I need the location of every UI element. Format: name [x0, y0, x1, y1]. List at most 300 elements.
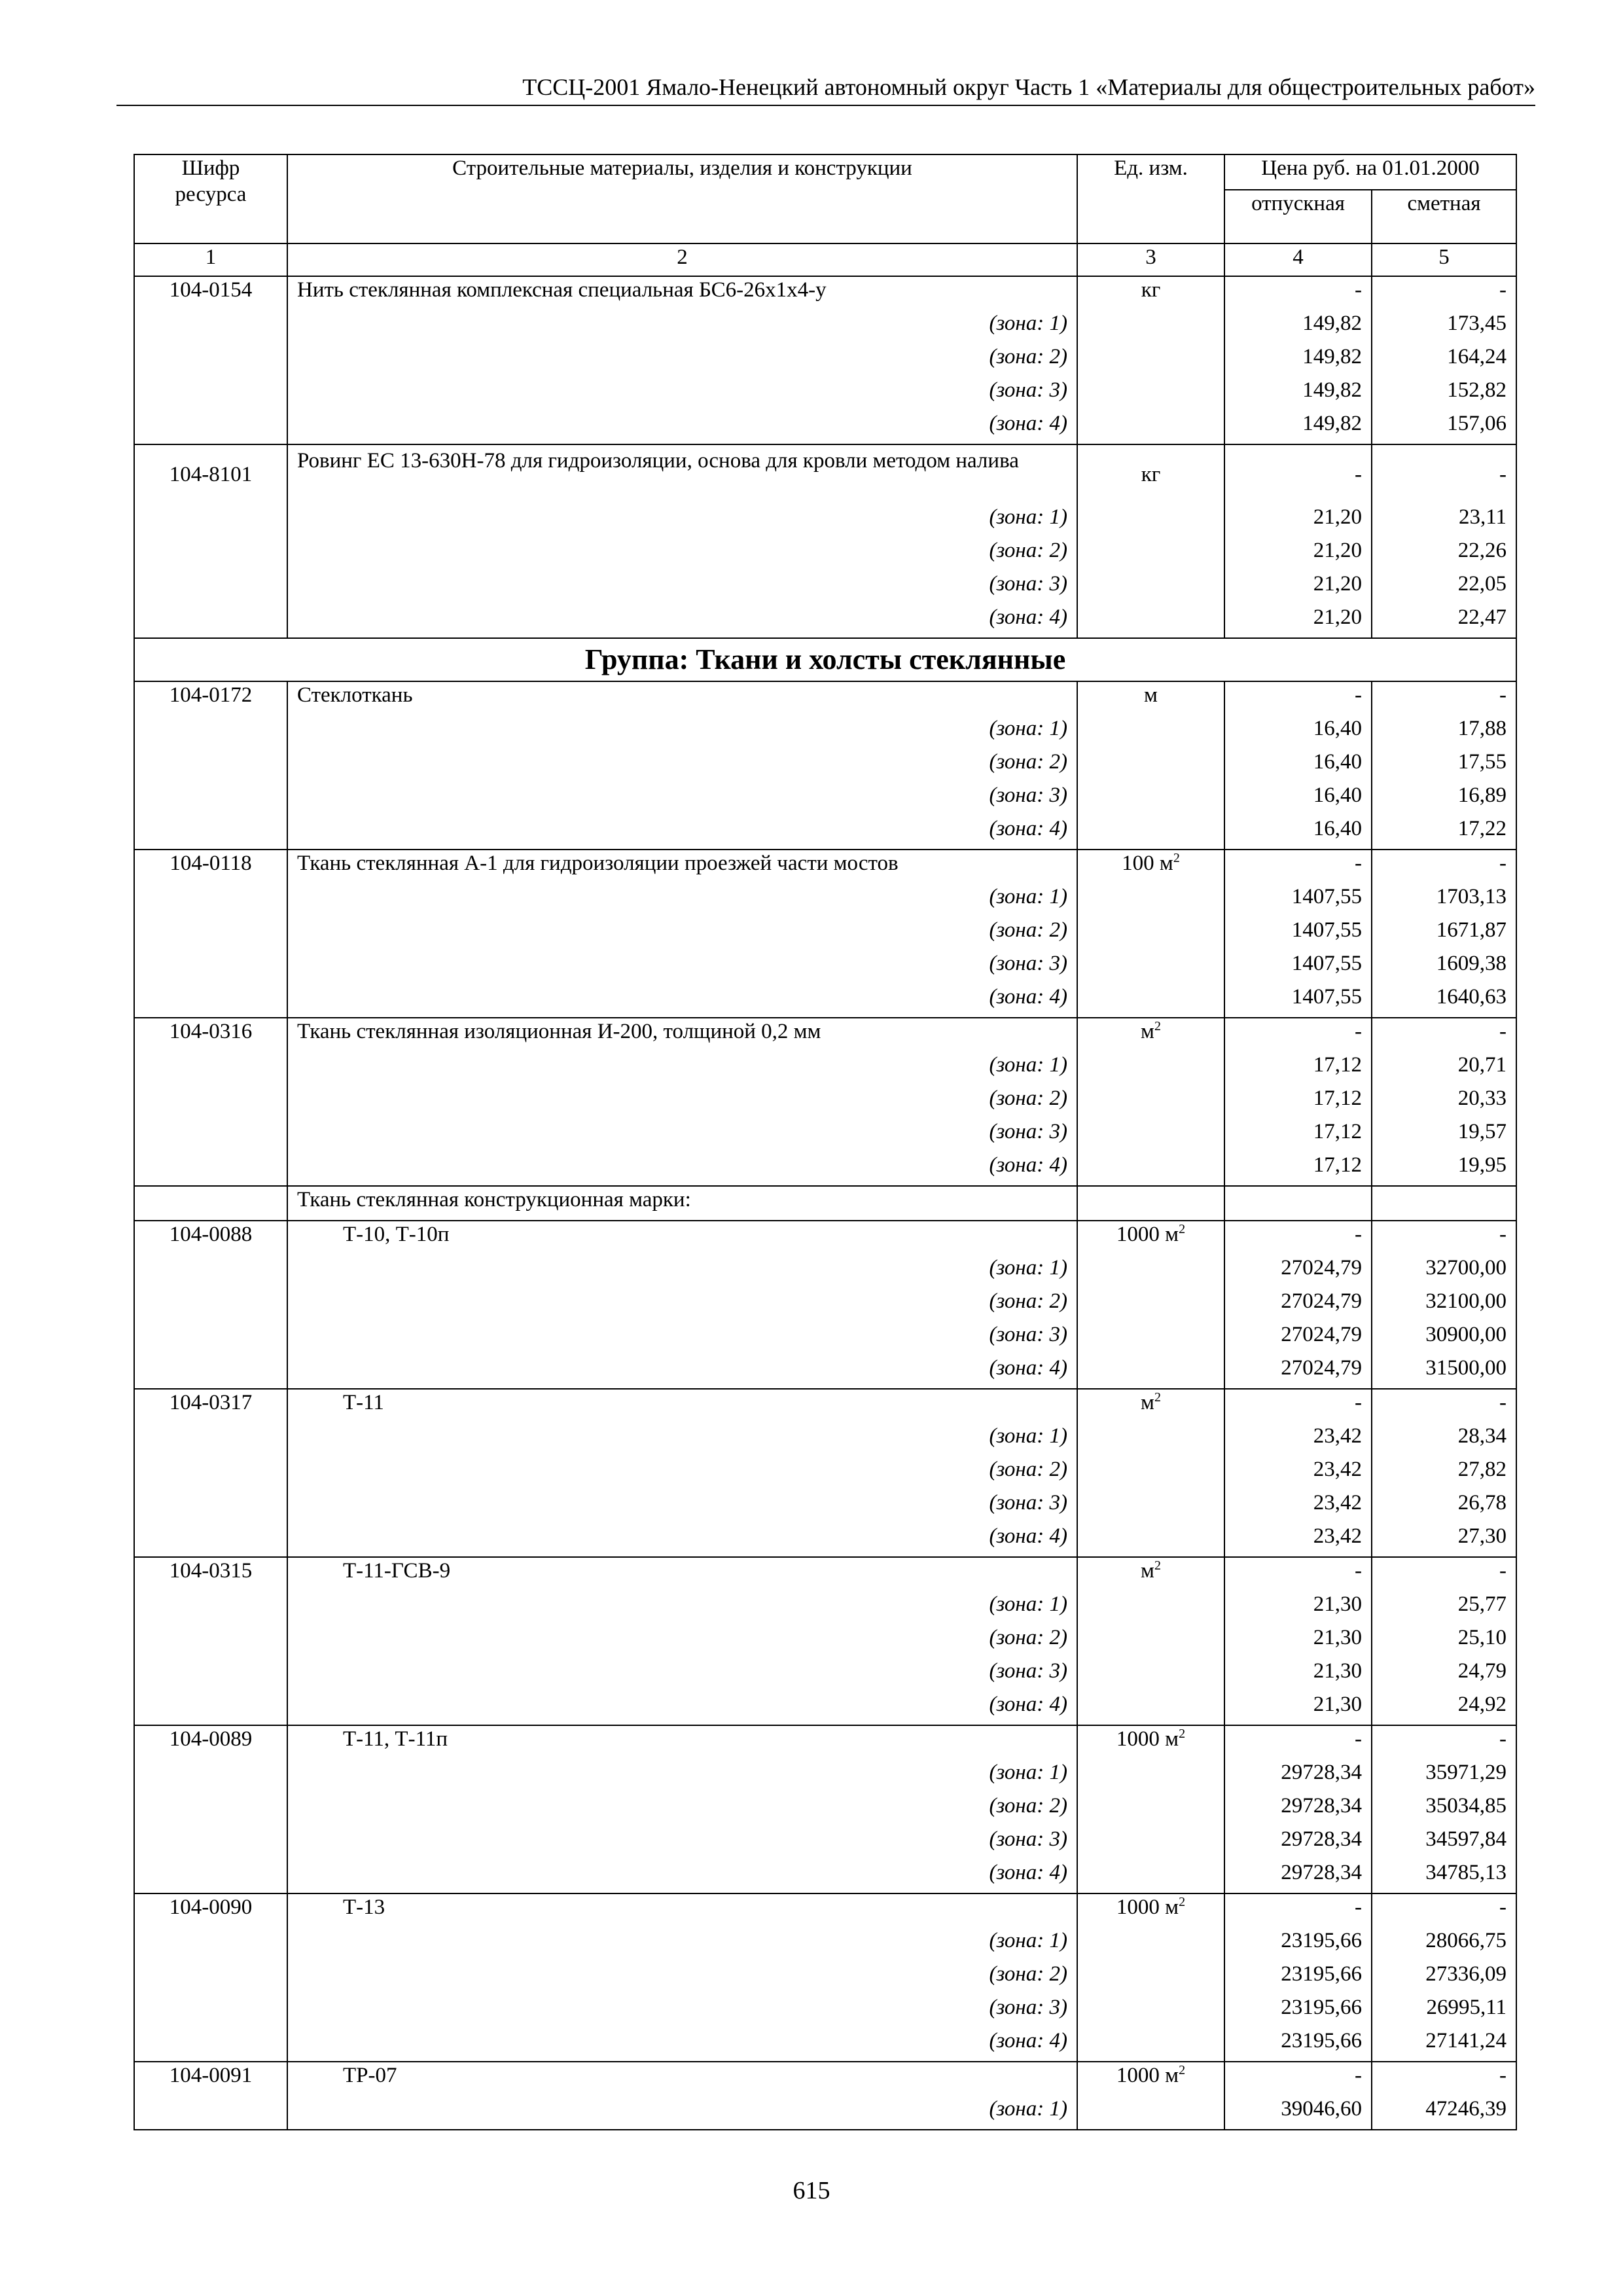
release-price: -	[1224, 1389, 1372, 1423]
release-price: 29728,34	[1224, 1826, 1372, 1859]
estimate-price: 26995,11	[1372, 1994, 1516, 2028]
empty-cell	[134, 884, 287, 917]
empty-cell	[134, 571, 287, 604]
empty-cell	[134, 1490, 287, 1523]
empty-cell	[134, 1288, 287, 1321]
empty-cell	[1077, 1859, 1224, 1893]
zone-row	[134, 984, 1516, 1018]
material-name: Ровинг ЕС 13-630Н-78 для гидроизоляции, основа для кровли методом налива	[287, 444, 1077, 504]
unit-text: кг	[1141, 278, 1161, 302]
estimate-price: 19,95	[1372, 1152, 1516, 1186]
zone-row	[134, 816, 1516, 850]
empty-cell	[134, 1859, 287, 1893]
empty-cell	[134, 816, 287, 850]
empty-cell	[134, 1793, 287, 1826]
empty-cell	[1077, 1691, 1224, 1725]
zone-label: (зона: 4)	[287, 816, 1077, 850]
table-row	[134, 444, 1516, 504]
unit-cell	[1077, 1557, 1224, 1591]
empty-cell	[134, 1052, 287, 1085]
zone-row	[134, 782, 1516, 816]
zone-label: (зона: 1)	[287, 1052, 1077, 1085]
release-price: 149,82	[1224, 377, 1372, 410]
zone-label: (зона: 3)	[287, 571, 1077, 604]
unit-text: 1000 м	[1116, 2064, 1179, 2087]
estimate-price: 19,57	[1372, 1119, 1516, 1152]
release-price: 17,12	[1224, 1085, 1372, 1119]
release-price: 29728,34	[1224, 1859, 1372, 1893]
release-price: 21,20	[1224, 504, 1372, 537]
empty-cell	[1077, 310, 1224, 344]
release-price: 23,42	[1224, 1423, 1372, 1456]
zone-label: (зона: 2)	[287, 344, 1077, 377]
unit-exponent: 2	[1179, 1222, 1186, 1236]
zone-row	[134, 571, 1516, 604]
empty-cell	[134, 1759, 287, 1793]
empty-cell	[134, 1691, 287, 1725]
zone-label: (зона: 3)	[287, 782, 1077, 816]
empty-cell	[134, 1355, 287, 1389]
empty-cell	[1077, 537, 1224, 571]
zone-label: (зона: 2)	[287, 1085, 1077, 1119]
empty-cell	[1077, 410, 1224, 444]
zone-label: (зона: 2)	[287, 1288, 1077, 1321]
unit-exponent: 2	[1179, 2063, 1186, 2077]
release-price: -	[1224, 681, 1372, 715]
empty-cell	[1077, 1288, 1224, 1321]
resource-code: 104-0088	[134, 1221, 287, 1255]
zone-label: (зона: 4)	[287, 1859, 1077, 1893]
col-header-unit: Ед. изм.	[1077, 154, 1224, 243]
release-price: 23195,66	[1224, 1961, 1372, 1994]
empty-cell	[134, 1994, 287, 2028]
estimate-price: 22,47	[1372, 604, 1516, 638]
empty-cell	[1077, 984, 1224, 1018]
resource-code: 104-0172	[134, 681, 287, 715]
release-price: 17,12	[1224, 1152, 1372, 1186]
empty-cell	[134, 984, 287, 1018]
zone-label: (зона: 3)	[287, 1658, 1077, 1691]
unit-cell	[1077, 1018, 1224, 1052]
empty-cell	[134, 1423, 287, 1456]
empty-cell	[1077, 1355, 1224, 1389]
zone-row	[134, 884, 1516, 917]
empty-cell	[134, 1152, 287, 1186]
release-price: 16,40	[1224, 715, 1372, 749]
estimate-price: 22,26	[1372, 537, 1516, 571]
zone-label: (зона: 4)	[287, 1691, 1077, 1725]
estimate-price: -	[1372, 1893, 1516, 1928]
zone-label: (зона: 4)	[287, 1355, 1077, 1389]
empty-cell	[1077, 1423, 1224, 1456]
zone-row	[134, 1658, 1516, 1691]
empty-cell	[134, 1658, 287, 1691]
estimate-price: 20,71	[1372, 1052, 1516, 1085]
release-price: -	[1224, 1018, 1372, 1052]
zone-row	[134, 504, 1516, 537]
release-price: -	[1224, 444, 1372, 504]
table-head	[134, 154, 1516, 276]
zone-label: (зона: 2)	[287, 537, 1077, 571]
estimate-price: 32700,00	[1372, 1255, 1516, 1288]
col-header-release: отпускная	[1224, 190, 1372, 243]
zone-label: (зона: 1)	[287, 310, 1077, 344]
release-price: -	[1224, 1725, 1372, 1759]
zone-label: (зона: 2)	[287, 749, 1077, 782]
empty-cell	[1077, 1759, 1224, 1793]
empty-cell	[134, 1624, 287, 1658]
zone-row	[134, 537, 1516, 571]
unit-text: м	[1141, 1020, 1154, 1043]
zone-row	[134, 1994, 1516, 2028]
zone-label: (зона: 2)	[287, 1961, 1077, 1994]
empty-cell	[1077, 1624, 1224, 1658]
zone-label: (зона: 1)	[287, 1591, 1077, 1624]
zone-label: (зона: 1)	[287, 884, 1077, 917]
col-number: 3	[1077, 243, 1224, 276]
estimate-price: -	[1372, 1389, 1516, 1423]
zone-label: (зона: 1)	[287, 2096, 1077, 2130]
release-price: 23195,66	[1224, 1994, 1372, 2028]
col-number: 2	[287, 243, 1077, 276]
estimate-price: 35034,85	[1372, 1793, 1516, 1826]
empty-cell	[134, 715, 287, 749]
estimate-price: 34597,84	[1372, 1826, 1516, 1859]
table-row	[134, 1389, 1516, 1423]
empty-cell	[1077, 782, 1224, 816]
empty-cell	[1077, 571, 1224, 604]
material-name: Т-11	[287, 1389, 1077, 1423]
empty-cell	[134, 1119, 287, 1152]
empty-cell	[1077, 377, 1224, 410]
empty-cell	[134, 344, 287, 377]
estimate-price: 35971,29	[1372, 1759, 1516, 1793]
estimate-price: 22,05	[1372, 571, 1516, 604]
unit-text: 1000 м	[1116, 1727, 1179, 1751]
estimate-price: -	[1372, 850, 1516, 884]
zone-label: (зона: 3)	[287, 1321, 1077, 1355]
zone-row	[134, 1490, 1516, 1523]
estimate-price: 173,45	[1372, 310, 1516, 344]
empty-cell	[134, 950, 287, 984]
unit-text: м	[1141, 1391, 1154, 1414]
zone-label: (зона: 3)	[287, 1490, 1077, 1523]
zone-row	[134, 1423, 1516, 1456]
zone-label: (зона: 2)	[287, 917, 1077, 950]
unit-exponent: 2	[1154, 1390, 1161, 1405]
estimate-price: 17,55	[1372, 749, 1516, 782]
release-price: 29728,34	[1224, 1793, 1372, 1826]
empty-cell	[134, 1456, 287, 1490]
estimate-price: 1703,13	[1372, 884, 1516, 917]
estimate-price: 47246,39	[1372, 2096, 1516, 2130]
zone-row	[134, 1152, 1516, 1186]
zone-label: (зона: 3)	[287, 1119, 1077, 1152]
subheading-row	[134, 1186, 1516, 1221]
material-name: ТР-07	[287, 2062, 1077, 2096]
empty-cell	[134, 1591, 287, 1624]
zone-row	[134, 1523, 1516, 1557]
zone-row	[134, 1456, 1516, 1490]
empty-cell	[134, 604, 287, 638]
empty-cell	[134, 2096, 287, 2130]
zone-row	[134, 377, 1516, 410]
zone-label: (зона: 2)	[287, 1624, 1077, 1658]
zone-label: (зона: 4)	[287, 1152, 1077, 1186]
zone-row	[134, 310, 1516, 344]
zone-row	[134, 1961, 1516, 1994]
empty-cell	[1077, 749, 1224, 782]
unit-cell	[1077, 1893, 1224, 1928]
zone-label: (зона: 1)	[287, 715, 1077, 749]
release-price: 1407,55	[1224, 950, 1372, 984]
estimate-price: 27,82	[1372, 1456, 1516, 1490]
empty-cell	[1077, 1186, 1224, 1221]
empty-cell	[134, 1321, 287, 1355]
release-price: -	[1224, 1893, 1372, 1928]
unit-cell	[1077, 1221, 1224, 1255]
release-price: 1407,55	[1224, 984, 1372, 1018]
empty-cell	[134, 782, 287, 816]
zone-label: (зона: 3)	[287, 377, 1077, 410]
zone-row	[134, 1591, 1516, 1624]
table-row	[134, 1018, 1516, 1052]
release-price: 16,40	[1224, 816, 1372, 850]
resource-code: 104-0154	[134, 276, 287, 310]
estimate-price: 152,82	[1372, 377, 1516, 410]
zone-row	[134, 715, 1516, 749]
estimate-price: 164,24	[1372, 344, 1516, 377]
resource-code: 104-0316	[134, 1018, 287, 1052]
empty-cell	[1077, 1591, 1224, 1624]
empty-cell	[1077, 1490, 1224, 1523]
empty-cell	[1077, 604, 1224, 638]
estimate-price: 25,10	[1372, 1624, 1516, 1658]
zone-row	[134, 1691, 1516, 1725]
table-row	[134, 2062, 1516, 2096]
zone-row	[134, 749, 1516, 782]
col-header-estimate: сметная	[1372, 190, 1516, 243]
empty-cell	[1077, 1152, 1224, 1186]
unit-text: кг	[1141, 463, 1161, 486]
col-header-name: Строительные материалы, изделия и конструкции	[287, 154, 1077, 243]
release-price: 21,20	[1224, 537, 1372, 571]
col-header-price: Цена руб. на 01.01.2000	[1224, 154, 1516, 190]
zone-label: (зона: 1)	[287, 1423, 1077, 1456]
empty-cell	[1077, 1119, 1224, 1152]
empty-cell	[1077, 2096, 1224, 2130]
material-name: Ткань стеклянная изоляционная И-200, толщиной 0,2 мм	[287, 1018, 1077, 1052]
col-number: 1	[134, 243, 287, 276]
release-price: 21,20	[1224, 604, 1372, 638]
release-price: 16,40	[1224, 782, 1372, 816]
estimate-price: 25,77	[1372, 1591, 1516, 1624]
unit-cell	[1077, 444, 1224, 504]
zone-label: (зона: 2)	[287, 1793, 1077, 1826]
header-rule	[116, 105, 1535, 106]
release-price: 23,42	[1224, 1456, 1372, 1490]
unit-text: 100 м	[1122, 852, 1173, 875]
release-price: 21,30	[1224, 1624, 1372, 1658]
material-name: Нить стеклянная комплексная специальная БС6-26х1х4-у	[287, 276, 1077, 310]
release-price: -	[1224, 2062, 1372, 2096]
release-price: 27024,79	[1224, 1255, 1372, 1288]
zone-label: (зона: 4)	[287, 984, 1077, 1018]
release-price: 21,30	[1224, 1658, 1372, 1691]
estimate-price: 27141,24	[1372, 2028, 1516, 2062]
estimate-price: 30900,00	[1372, 1321, 1516, 1355]
zone-row	[134, 1085, 1516, 1119]
resource-code: 104-8101	[134, 444, 287, 504]
release-price: 23,42	[1224, 1490, 1372, 1523]
material-name: Т-13	[287, 1893, 1077, 1928]
resource-code: 104-0090	[134, 1893, 287, 1928]
empty-cell	[134, 1961, 287, 1994]
material-name: Т-11-ГСВ-9	[287, 1557, 1077, 1591]
estimate-price: -	[1372, 1725, 1516, 1759]
zone-row	[134, 1859, 1516, 1893]
estimate-price: 31500,00	[1372, 1355, 1516, 1389]
zone-row	[134, 1119, 1516, 1152]
estimate-price: -	[1372, 1221, 1516, 1255]
empty-cell	[1077, 1085, 1224, 1119]
release-price: 23195,66	[1224, 2028, 1372, 2062]
zone-label: (зона: 2)	[287, 1456, 1077, 1490]
release-price: -	[1224, 1557, 1372, 1591]
material-name: Т-11, Т-11п	[287, 1725, 1077, 1759]
zone-label: (зона: 4)	[287, 2028, 1077, 2062]
unit-cell	[1077, 1725, 1224, 1759]
estimate-price: 28066,75	[1372, 1928, 1516, 1961]
empty-cell	[134, 1523, 287, 1557]
estimate-price: 27,30	[1372, 1523, 1516, 1557]
empty-cell	[1077, 917, 1224, 950]
empty-cell	[1077, 504, 1224, 537]
unit-exponent: 2	[1173, 851, 1180, 865]
empty-cell	[134, 1928, 287, 1961]
empty-cell	[134, 537, 287, 571]
zone-row	[134, 1793, 1516, 1826]
material-name: Ткань стеклянная А-1 для гидроизоляции проезжей части мостов	[287, 850, 1077, 884]
price-table	[134, 154, 1517, 2130]
empty-cell	[1077, 950, 1224, 984]
release-price: -	[1224, 850, 1372, 884]
release-price: -	[1224, 276, 1372, 310]
release-price: 149,82	[1224, 310, 1372, 344]
zone-row	[134, 950, 1516, 984]
empty-cell	[1077, 1052, 1224, 1085]
estimate-price: 17,22	[1372, 816, 1516, 850]
zone-row	[134, 1928, 1516, 1961]
empty-cell	[1077, 1321, 1224, 1355]
unit-cell	[1077, 1389, 1224, 1423]
empty-cell	[134, 749, 287, 782]
empty-cell	[1077, 1523, 1224, 1557]
release-price: 23,42	[1224, 1523, 1372, 1557]
table-row	[134, 276, 1516, 310]
unit-cell	[1077, 681, 1224, 715]
estimate-price: 32100,00	[1372, 1288, 1516, 1321]
zone-label: (зона: 4)	[287, 604, 1077, 638]
release-price: 1407,55	[1224, 917, 1372, 950]
zone-row	[134, 1052, 1516, 1085]
release-price: -	[1224, 1221, 1372, 1255]
release-price: 39046,60	[1224, 2096, 1372, 2130]
empty-cell	[1077, 1456, 1224, 1490]
release-price: 149,82	[1224, 410, 1372, 444]
zone-row	[134, 1355, 1516, 1389]
estimate-price: 1671,87	[1372, 917, 1516, 950]
estimate-price: 20,33	[1372, 1085, 1516, 1119]
empty-cell	[1077, 884, 1224, 917]
estimate-price: 34785,13	[1372, 1859, 1516, 1893]
release-price: 23195,66	[1224, 1928, 1372, 1961]
zone-row	[134, 2028, 1516, 2062]
estimate-price: 24,92	[1372, 1691, 1516, 1725]
zone-row	[134, 1255, 1516, 1288]
empty-cell	[134, 377, 287, 410]
resource-code: 104-0317	[134, 1389, 287, 1423]
col-header-code: Шифр ресурса	[134, 154, 287, 243]
zone-label: (зона: 1)	[287, 1928, 1077, 1961]
empty-cell	[1077, 1826, 1224, 1859]
zone-row	[134, 1624, 1516, 1658]
release-price: 17,12	[1224, 1119, 1372, 1152]
unit-cell	[1077, 2062, 1224, 2096]
unit-exponent: 2	[1179, 1895, 1186, 1909]
empty-cell	[134, 310, 287, 344]
estimate-price: 28,34	[1372, 1423, 1516, 1456]
empty-cell	[1077, 1658, 1224, 1691]
table-row	[134, 1557, 1516, 1591]
release-price: 21,30	[1224, 1691, 1372, 1725]
zone-label: (зона: 4)	[287, 1523, 1077, 1557]
estimate-price: 26,78	[1372, 1490, 1516, 1523]
page-number: 615	[793, 2177, 830, 2204]
estimate-price: -	[1372, 2062, 1516, 2096]
table-body	[134, 276, 1516, 2130]
empty-cell	[1224, 1186, 1372, 1221]
empty-cell	[1077, 816, 1224, 850]
estimate-price: -	[1372, 1557, 1516, 1591]
table-row	[134, 681, 1516, 715]
zone-row	[134, 917, 1516, 950]
release-price: 21,20	[1224, 571, 1372, 604]
page-header-title: ТССЦ-2001 Ямало-Ненецкий автономный округ Часть 1 «Материалы для общестроительных работ»	[522, 74, 1535, 100]
table-row	[134, 1221, 1516, 1255]
group-title: Группа: Ткани и холсты стеклянные	[134, 638, 1516, 681]
zone-label: (зона: 1)	[287, 504, 1077, 537]
material-name: Стеклоткань	[287, 681, 1077, 715]
resource-code: 104-0089	[134, 1725, 287, 1759]
unit-cell	[1077, 850, 1224, 884]
table-row	[134, 850, 1516, 884]
zone-label: (зона: 3)	[287, 1826, 1077, 1859]
zone-row	[134, 2096, 1516, 2130]
estimate-price: 16,89	[1372, 782, 1516, 816]
zone-row	[134, 1321, 1516, 1355]
estimate-price: 23,11	[1372, 504, 1516, 537]
empty-cell	[134, 1826, 287, 1859]
empty-cell	[1077, 1961, 1224, 1994]
resource-code: 104-0315	[134, 1557, 287, 1591]
estimate-price: -	[1372, 1018, 1516, 1052]
release-price: 29728,34	[1224, 1759, 1372, 1793]
unit-exponent: 2	[1179, 1727, 1186, 1741]
col-number: 4	[1224, 243, 1372, 276]
empty-cell	[1077, 1793, 1224, 1826]
group-row	[134, 638, 1516, 681]
